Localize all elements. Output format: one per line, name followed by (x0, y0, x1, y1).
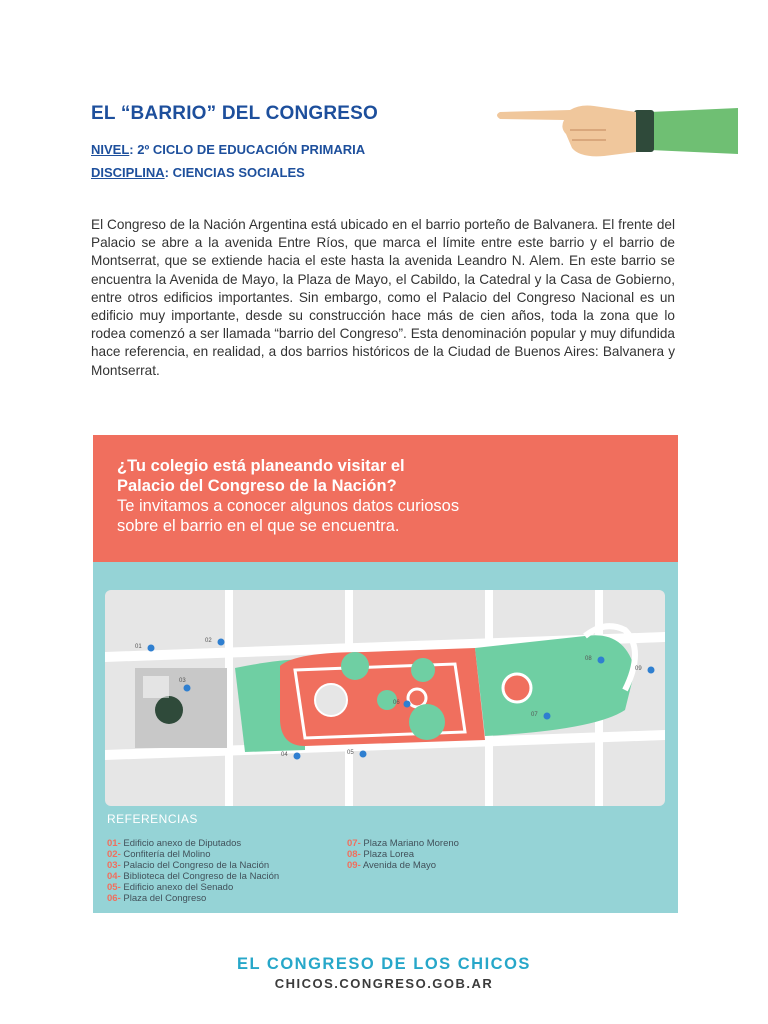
panel-subheading-line2: sobre el barrio en el que se encuentra. (117, 517, 400, 535)
map-marker-09: 09 (635, 666, 642, 672)
page-title: EL “BARRIO” DEL CONGRESO (91, 103, 379, 124)
pointing-hand-icon (494, 100, 738, 160)
references-title: REFERENCIAS (107, 812, 198, 826)
panel-heading-line2: Palacio del Congreso de la Nación? (117, 477, 397, 495)
map-drawing (105, 590, 665, 806)
ref-item: 08- Plaza Lorea (347, 849, 415, 860)
nivel-value: : 2º CICLO DE EDUCACIÓN PRIMARIA (129, 142, 366, 157)
map-marker-03: 03 (179, 678, 186, 684)
map-marker-04: 04 (281, 752, 288, 758)
map-marker-08: 08 (585, 656, 592, 662)
ref-item: 03- Palacio del Congreso de la Nación (107, 860, 270, 871)
neighborhood-map (105, 590, 665, 806)
panel-header (93, 435, 678, 562)
disciplina-label: DISCIPLINA (91, 165, 165, 180)
intro-paragraph: El Congreso de la Nación Argentina está ubicado en el barrio porteño de Balvanera. El frente del Palacio se abre a la avenida Entre Ríos, que marca el límite entre este barrio y el barrio de Montserrat, que se extiende hacia el este hasta la avenida Leandro N. Alem. En este barrio se encuentra la Avenida de Mayo, la Plaza de Mayo, el Cabildo, la Catedral y la Casa de Gobierno, entre otros edificios importantes. Sin embargo, como el Palacio del Congreso Nacional es un edificio muy importante, desde su construcción hace más de cien años, toda la zona que lo rodea comenzó a ser llamada “barrio del Congreso”. Esta denominación popular y muy difundida hace referencia, en realidad, a dos barrios históricos de la Ciudad de Buenos Aires: Balvanera y Montserrat. (91, 217, 675, 378)
ref-item: 09- Avenida de Mayo (347, 860, 437, 871)
panel-subheading-line1: Te invitamos a conocer algunos datos curiosos (117, 497, 460, 515)
panel-heading-line1: ¿Tu colegio está planeando visitar el (117, 457, 405, 475)
map-marker-06: 06 (393, 700, 400, 706)
footer-url[interactable]: CHICOS.CONGRESO.GOB.AR (274, 976, 494, 991)
ref-item: 01- Edificio anexo de Diputados (107, 838, 242, 849)
map-marker-07: 07 (531, 712, 538, 718)
map-marker-02: 02 (205, 638, 212, 644)
ref-item: 04- Biblioteca del Congreso de la Nación (107, 871, 280, 882)
map-marker-05: 05 (347, 750, 354, 756)
map-marker-01: 01 (135, 644, 142, 650)
visit-panel (93, 435, 678, 913)
ref-item: 05- Edificio anexo del Senado (107, 882, 234, 893)
ref-item: 07- Plaza Mariano Moreno (347, 838, 459, 849)
ref-item: 06- Plaza del Congreso (107, 893, 207, 904)
nivel-line (91, 142, 365, 157)
disciplina-line (91, 165, 305, 180)
footer-title: EL CONGRESO DE LOS CHICOS (237, 955, 531, 973)
ref-item: 02- Confitería del Molino (107, 849, 211, 860)
nivel-label: NIVEL (91, 142, 130, 157)
disciplina-value: : CIENCIAS SOCIALES (164, 165, 305, 180)
